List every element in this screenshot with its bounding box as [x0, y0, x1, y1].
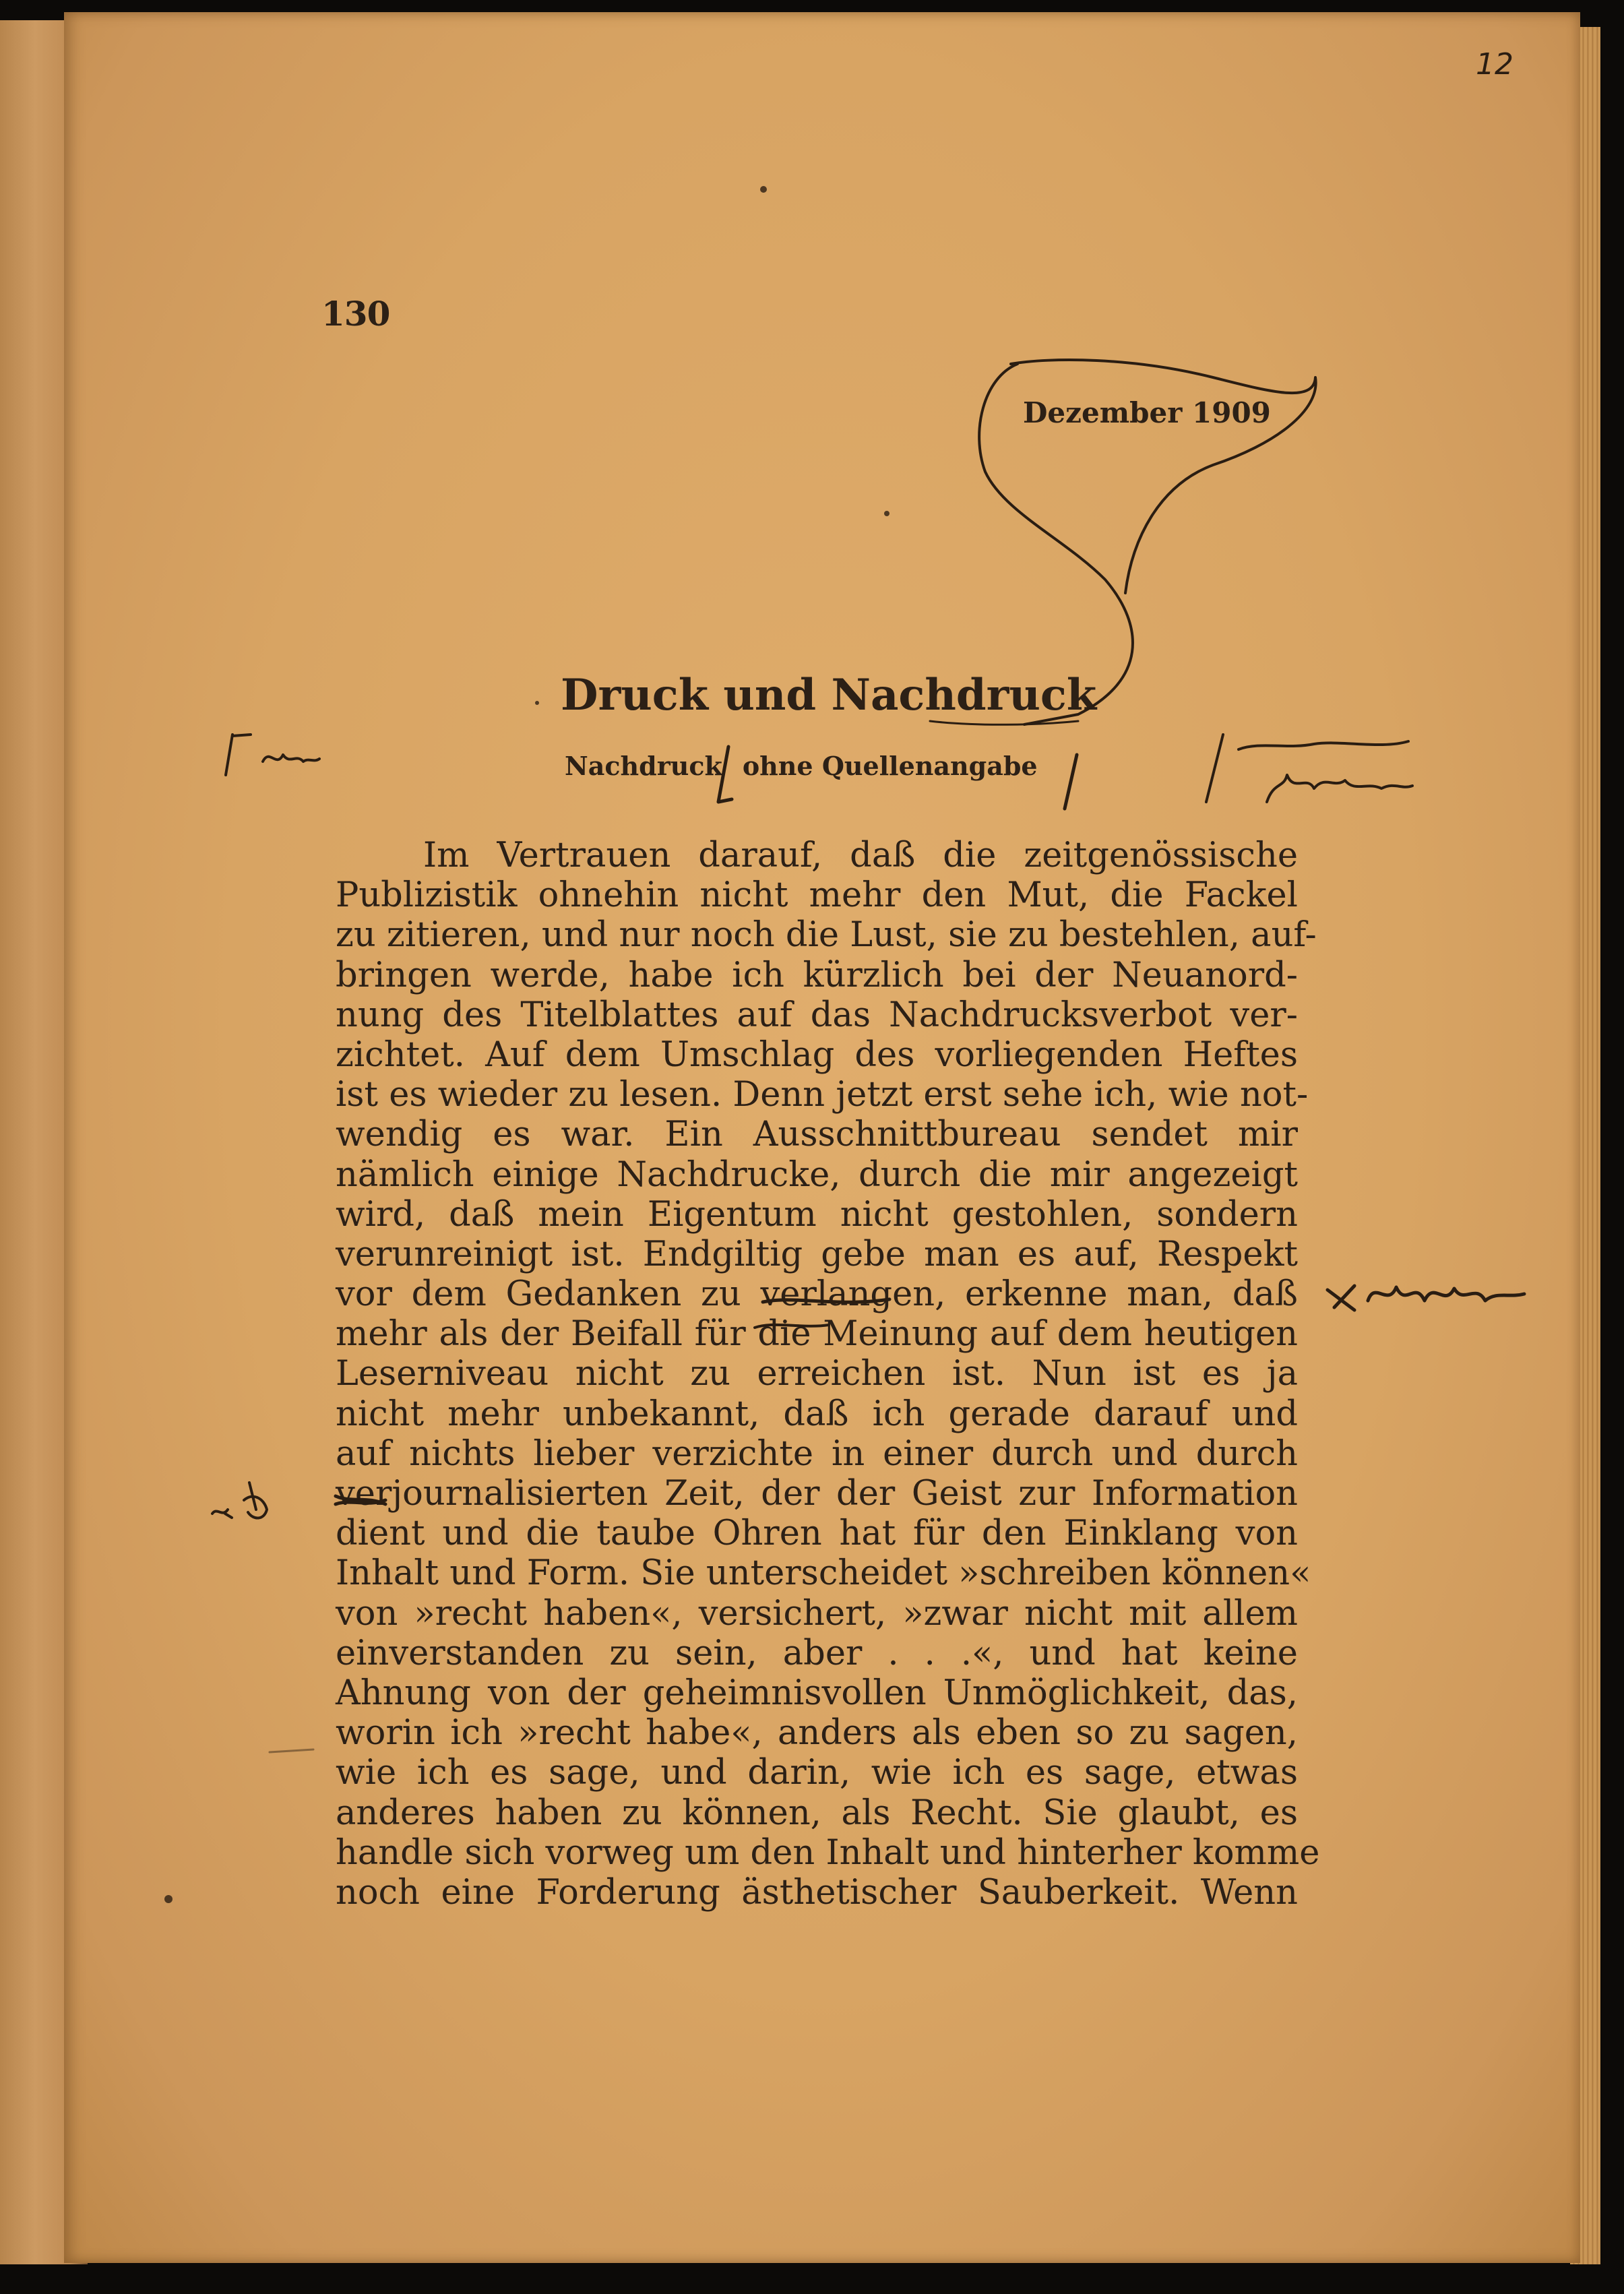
- body-line: ist es wieder zu lesen. Denn jetzt erst sehe ich, wie not-: [336, 1075, 1309, 1115]
- body-line: bringen werde, habe ich kürzlich bei der Neuanord-: [336, 955, 1298, 995]
- body-line: nicht mehr unbekannt, daß ich gerade darauf und: [336, 1394, 1298, 1434]
- body-line: Ahnung von der geheimnisvollen Unmöglichkeit, das,: [336, 1673, 1298, 1713]
- strikeout-mark: [763, 1299, 889, 1302]
- title-underline-mark: [930, 721, 1078, 724]
- body-line: verjournalisierten Zeit, der der Geist zur Information: [336, 1474, 1298, 1514]
- body-line: wird, daß mein Eigentum nicht gestohlen, sondern: [336, 1194, 1298, 1235]
- article-title: Druck und Nachdruck: [561, 670, 1097, 720]
- body-line: nung des Titelblattes auf das Nachdrucksverbot ver-: [336, 995, 1298, 1035]
- body-line: dient und die taube Ohren hat für den Einklang von: [336, 1514, 1298, 1554]
- body-line: handle sich vorweg um den Inhalt und hinterher komme: [336, 1832, 1320, 1873]
- margin-mark-left-lower: [212, 1483, 267, 1518]
- handwritten-page-number: 12: [1476, 47, 1513, 82]
- body-line: zichtet. Auf dem Umschlag des vorliegenden Heftes: [336, 1034, 1298, 1075]
- margin-mark-left-subtitle: [226, 735, 319, 775]
- subtitle-end-slash-mark: [1065, 755, 1077, 809]
- ink-dot: [884, 511, 889, 516]
- margin-mark-right-middle: [1328, 1286, 1524, 1310]
- page-number: 130: [321, 294, 390, 334]
- body-line: von »recht haben«, versichert, »zwar nicht mit allem: [336, 1593, 1298, 1634]
- margin-mark-right-subtitle: [1206, 735, 1412, 802]
- body-line: worin ich »recht habe«, anders als eben so zu sagen,: [336, 1713, 1298, 1754]
- margin-dash: [270, 1749, 313, 1752]
- body-line: anderes haben zu können, als Recht. Sie glaubt, es: [336, 1793, 1298, 1833]
- body-line: einverstanden zu sein, aber . . .«, und hat keine: [336, 1633, 1298, 1673]
- prefix-strikeout-mark: [336, 1496, 385, 1504]
- date-loop-mark: [979, 360, 1315, 724]
- body-line: noch eine Forderung ästhetischer Sauberkeit. Wenn: [336, 1872, 1298, 1913]
- body-line: Publizistik ohnehin nicht mehr den Mut, die Fackel: [336, 875, 1298, 916]
- body-line: Leserniveau nicht zu erreichen ist. Nun ist es ja: [336, 1354, 1298, 1394]
- issue-date: Dezember 1909: [1023, 396, 1271, 429]
- ink-dot: [760, 186, 767, 193]
- body-line: Inhalt und Form. Sie unterscheidet »schreiben können«: [336, 1553, 1311, 1594]
- body-line: auf nichts lieber verzichte in einer durch und durch: [336, 1433, 1298, 1474]
- subtitle-part-left: Nachdruck: [565, 751, 722, 781]
- body-line: vor dem Gedanken zu verlangen, erkenne man, daß: [336, 1274, 1298, 1315]
- subtitle-part-right: ohne Quellenangabe: [742, 751, 1038, 781]
- body-line: nämlich einige Nachdrucke, durch die mir angezeigt: [336, 1154, 1298, 1195]
- body-line: wie ich es sage, und darin, wie ich es sage, etwas: [336, 1753, 1298, 1793]
- body-line: Im Vertrauen darauf, daß die zeitgenössische: [423, 836, 1298, 875]
- body-line: mehr als der Beifall für die Meinung auf dem heutigen: [336, 1314, 1298, 1355]
- body-line: zu zitieren, und nur noch die Lust, sie zu bestehlen, auf-: [336, 915, 1317, 956]
- ink-dot: [535, 701, 539, 705]
- overline-mark: [755, 1325, 829, 1328]
- body-line: verunreinigt ist. Endgiltig gebe man es auf, Respekt: [336, 1234, 1298, 1274]
- subtitle-slash-mark: [718, 747, 732, 802]
- body-line: wendig es war. Ein Ausschnittbureau sendet mir: [336, 1115, 1298, 1155]
- ink-dot: [164, 1895, 173, 1903]
